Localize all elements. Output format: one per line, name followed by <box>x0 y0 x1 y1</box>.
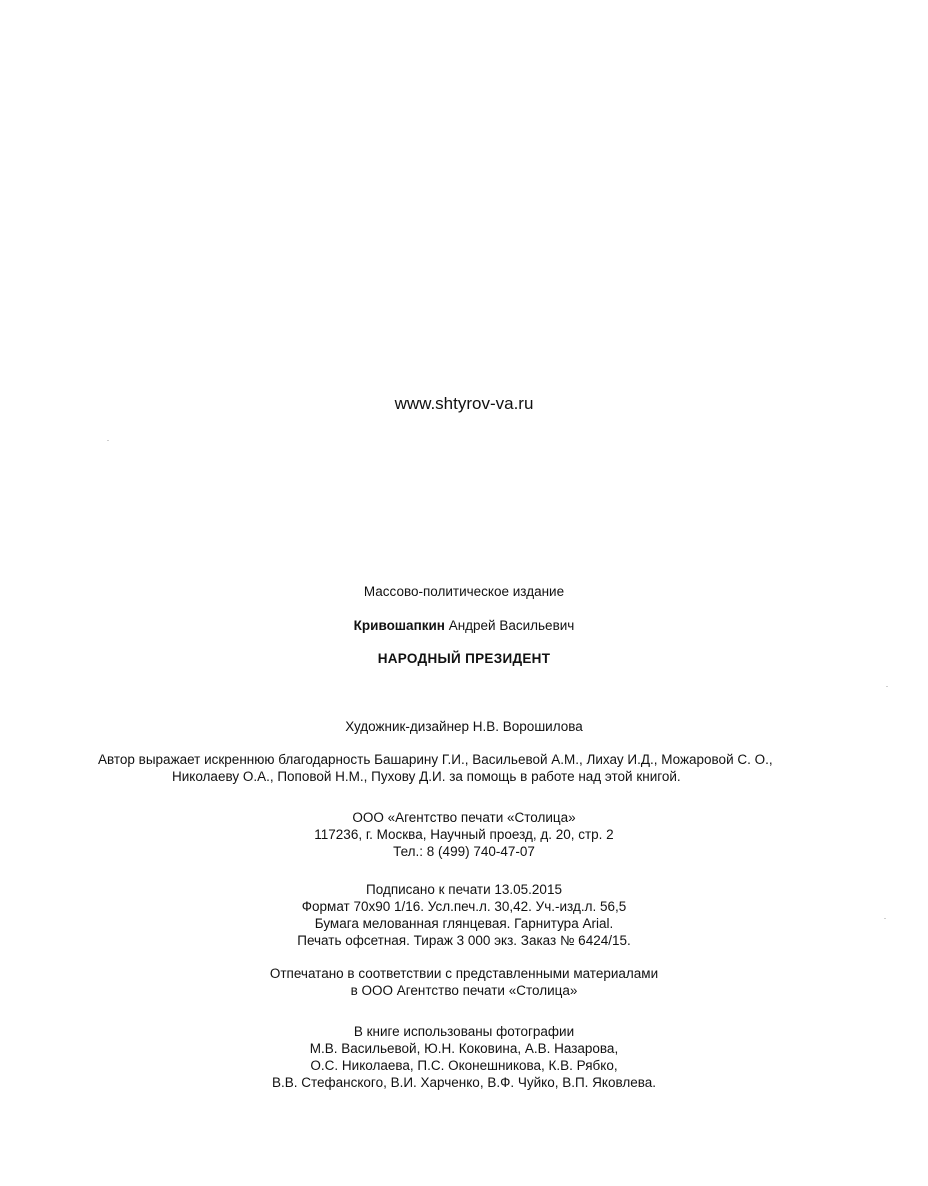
print-paper: Бумага мелованная глянцевая. Гарнитура Arial. <box>314 916 614 931</box>
acknowledgement-line-1: Автор выражает искреннюю благодарность Башарину Г.И., Васильевой А.М., Лихау И.Д., Можаровой С. О., <box>98 752 773 767</box>
print-signed: Подписано к печати 13.05.2015 <box>366 882 562 897</box>
book-title: НАРОДНЫЙ ПРЕЗИДЕНТ <box>377 651 551 666</box>
photos-credits-3: В.В. Стефанского, В.И. Харченко, В.Ф. Чуйко, В.П. Яковлева. <box>272 1075 656 1090</box>
photos-credits-1: М.В. Васильевой, Ю.Н. Коковина, А.В. Назарова, <box>309 1041 619 1056</box>
edition-type: Массово-политическое издание <box>363 584 565 599</box>
photos-credits-2: О.С. Николаева, П.С. Оконешникова, К.В. Рябко, <box>310 1058 618 1073</box>
acknowledgement-line-2: Николаеву О.А., Поповой Н.М., Пухову Д.И. за помощь в работе над этой книгой. <box>172 769 681 784</box>
website-url[interactable]: www.shtyrov-va.ru <box>394 394 534 413</box>
printed-note-line-1: Отпечатано в соответствии с представленными материалами <box>269 966 659 981</box>
printed-note-line-2: в ООО Агентство печати «Столица» <box>350 983 578 998</box>
scan-speck <box>107 440 109 441</box>
artist-credit: Художник-дизайнер Н.В. Ворошилова <box>345 719 583 734</box>
scan-speck <box>884 918 886 919</box>
print-printing: Печать офсетная. Тираж 3 000 экз. Заказ № 6424/15. <box>297 933 631 948</box>
author-line <box>0 618 928 634</box>
publisher-address: 117236, г. Москва, Научный проезд, д. 20, стр. 2 <box>314 827 614 842</box>
print-format: Формат 70x90 1/16. Усл.печ.л. 30,42. Уч.-изд.л. 56,5 <box>301 899 627 914</box>
author-surname: Кривошапкин <box>353 618 445 633</box>
publisher-name: ООО «Агентство печати «Столица» <box>352 810 576 825</box>
photos-heading: В книге использованы фотографии <box>353 1024 575 1039</box>
scan-speck <box>886 686 888 687</box>
author-name: Андрей Васильевич <box>448 618 575 633</box>
publisher-phone: Тел.: 8 (499) 740-47-07 <box>393 844 535 859</box>
